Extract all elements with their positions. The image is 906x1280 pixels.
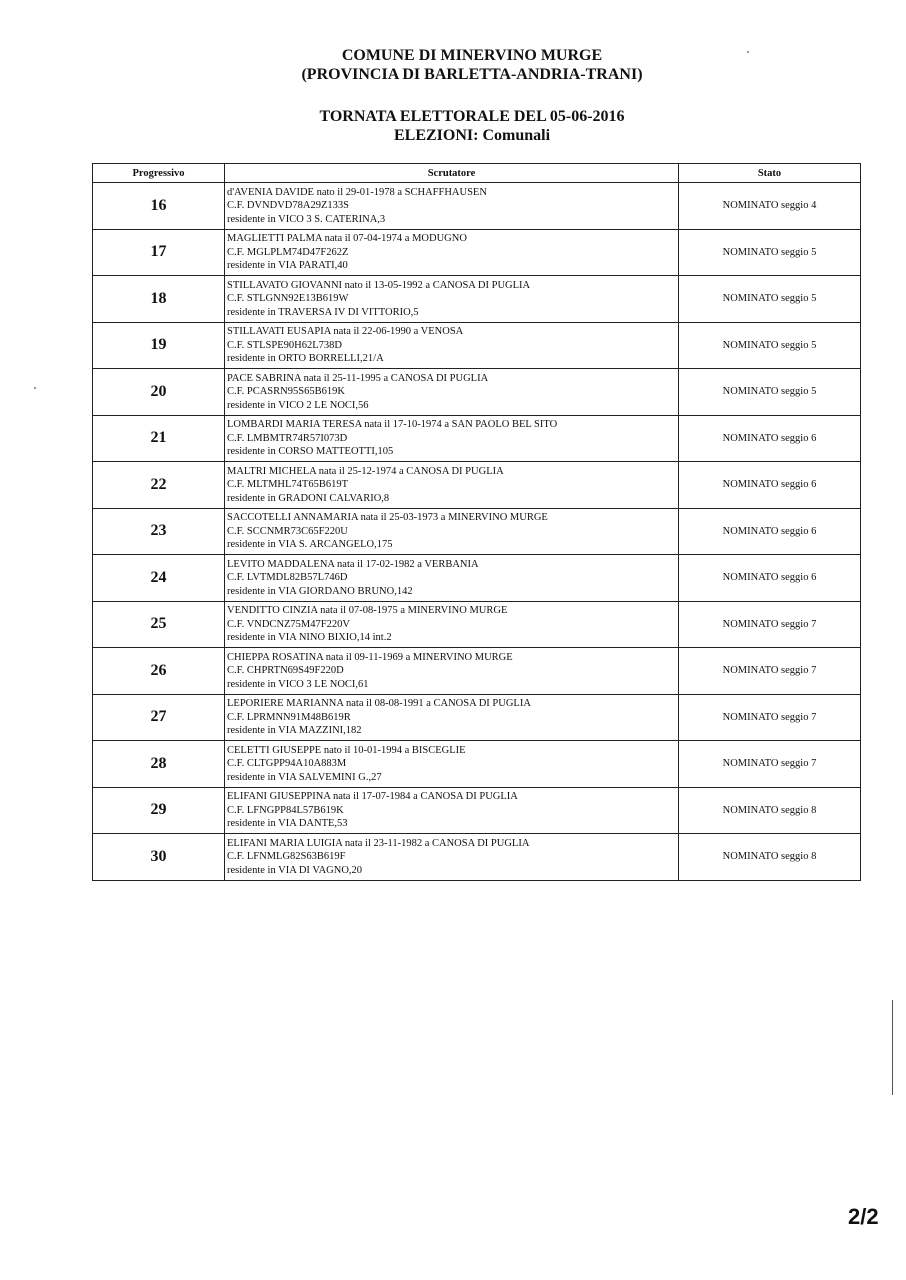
stato-cell: NOMINATO seggio 6 [679, 555, 861, 602]
stato-cell: NOMINATO seggio 7 [679, 694, 861, 741]
scrutatori-table [92, 163, 861, 881]
scrutatore-name: CHIEPPA ROSATINA nata il 09-11-1969 a MINERVINO MURGE [227, 651, 513, 663]
scrutatore-name: ELIFANI GIUSEPPINA nata il 17-07-1984 a CANOSA DI PUGLIA [227, 791, 518, 802]
stato-cell: NOMINATO seggio 6 [679, 508, 861, 555]
scrutatore-name: LEPORIERE MARIANNA nata il 08-08-1991 a CANOSA DI PUGLIA [227, 698, 531, 709]
stato-cell: NOMINATO seggio 5 [679, 229, 861, 276]
progressivo-cell: 22 [93, 462, 225, 509]
codice-fiscale: C.F. DVNDVD78A29Z133S [227, 200, 349, 211]
scrutatore-cell [225, 276, 679, 323]
residenza: residente in VICO 3 S. CATERINA,3 [227, 213, 386, 225]
scan-mark [34, 387, 36, 389]
table-row [93, 276, 861, 323]
residenza: residente in VIA DANTE,53 [227, 818, 348, 829]
residenza: residente in VIA GIORDANO BRUNO,142 [227, 585, 413, 597]
scrutatore-cell [225, 555, 679, 602]
scrutatore-cell [225, 601, 679, 648]
scrutatore-name: CELETTI GIUSEPPE nato il 10-01-1994 a BISCEGLIE [227, 744, 466, 756]
codice-fiscale: C.F. VNDCNZ75M47F220V [227, 618, 350, 630]
residenza: residente in TRAVERSA IV DI VITTORIO,5 [227, 306, 419, 318]
scrutatore-name: STILLAVATO GIOVANNI nato il 13-05-1992 a CANOSA DI PUGLIA [227, 279, 531, 291]
stato-cell: NOMINATO seggio 5 [679, 369, 861, 416]
progressivo-cell: 28 [93, 741, 225, 788]
progressivo-cell: 21 [93, 415, 225, 462]
residenza: residente in VIA S. ARCANGELO,175 [227, 539, 393, 550]
scrutatore-cell [225, 787, 679, 834]
table-row [93, 741, 861, 788]
residenza: residente in VIA PARATI,40 [227, 260, 348, 271]
scrutatore-cell [225, 508, 679, 555]
scrutatore-cell [225, 369, 679, 416]
progressivo-cell: 16 [93, 183, 225, 230]
codice-fiscale: C.F. MGLPLM74D47F262Z [227, 246, 349, 258]
progressivo-cell: 17 [93, 229, 225, 276]
scrutatore-cell [225, 462, 679, 509]
table-row [93, 369, 861, 416]
residenza: residente in CORSO MATTEOTTI,105 [227, 446, 394, 457]
stato-cell: NOMINATO seggio 6 [679, 462, 861, 509]
table-row [93, 229, 861, 276]
codice-fiscale: C.F. LFNMLG82S63B619F [227, 851, 346, 862]
codice-fiscale: C.F. PCASRN95S65B619K [227, 386, 345, 397]
progressivo-cell: 30 [93, 834, 225, 881]
comune-title: COMUNE DI MINERVINO MURGE [341, 47, 603, 64]
page-number: 2/2 [848, 1204, 879, 1229]
scrutatore-cell [225, 648, 679, 695]
column-header-scrutatore: Scrutatore [225, 164, 679, 183]
table-row [93, 648, 861, 695]
scrutatore-name: LOMBARDI MARIA TERESA nata il 17-10-1974 a SAN PAOLO BEL SITO [227, 419, 558, 430]
column-header-progressivo: Progressivo [93, 164, 225, 183]
table-row [93, 694, 861, 741]
stato-cell: NOMINATO seggio 5 [679, 322, 861, 369]
table-row [93, 834, 861, 881]
progressivo-cell: 29 [93, 787, 225, 834]
scrutatore-name: LEVITO MADDALENA nata il 17-02-1982 a VERBANIA [227, 558, 479, 570]
codice-fiscale: C.F. STLGNN92E13B619W [227, 293, 349, 304]
scrutatore-name: MAGLIETTI PALMA nata il 07-04-1974 a MODUGNO [227, 233, 467, 244]
scrutatore-cell [225, 694, 679, 741]
residenza: residente in VICO 3 LE NOCI,61 [227, 678, 369, 690]
scrutatore-name: ELIFANI MARIA LUIGIA nata il 23-11-1982 a CANOSA DI PUGLIA [227, 837, 530, 849]
tornata-title: TORNATA ELETTORALE DEL 05-06-2016 [319, 108, 625, 125]
table-row [93, 183, 861, 230]
table-row [93, 555, 861, 602]
residenza: residente in VIA SALVEMINI G.,27 [227, 771, 382, 783]
scrutatore-cell [225, 183, 679, 230]
codice-fiscale: C.F. MLTMHL74T65B619T [227, 479, 348, 490]
progressivo-cell: 23 [93, 508, 225, 555]
scrutatore-cell [225, 741, 679, 788]
codice-fiscale: C.F. LMBMTR74R57I073D [227, 432, 348, 444]
table-body [93, 183, 861, 881]
scrutatore-cell [225, 229, 679, 276]
progressivo-cell: 24 [93, 555, 225, 602]
codice-fiscale: C.F. CLTGPP94A10A883M [227, 758, 347, 769]
residenza: residente in GRADONI CALVARIO,8 [227, 492, 390, 504]
codice-fiscale: C.F. STLSPE90H62L738D [227, 339, 342, 351]
progressivo-cell: 27 [93, 694, 225, 741]
codice-fiscale: C.F. LFNGPP84L57B619K [227, 804, 344, 816]
stato-cell: NOMINATO seggio 7 [679, 601, 861, 648]
progressivo-cell: 18 [93, 276, 225, 323]
table-row [93, 508, 861, 555]
stato-cell: NOMINATO seggio 8 [679, 834, 861, 881]
codice-fiscale: C.F. LPRMNN91M48B619R [227, 711, 351, 723]
stato-cell: NOMINATO seggio 4 [679, 183, 861, 230]
residenza: residente in VIA NINO BIXIO,14 int.2 [227, 632, 392, 643]
scrutatore-name: MALTRI MICHELA nata il 25-12-1974 a CANOSA DI PUGLIA [227, 465, 504, 477]
stato-cell: NOMINATO seggio 5 [679, 276, 861, 323]
scrutatore-name: PACE SABRINA nata il 25-11-1995 a CANOSA DI PUGLIA [227, 372, 489, 384]
election-header [0, 107, 906, 145]
document-header [0, 46, 906, 84]
progressivo-cell: 20 [93, 369, 225, 416]
scan-mark [892, 1000, 893, 1095]
stato-cell: NOMINATO seggio 7 [679, 741, 861, 788]
codice-fiscale: C.F. LVTMDL82B57L746D [227, 572, 348, 583]
stato-cell: NOMINATO seggio 7 [679, 648, 861, 695]
codice-fiscale: C.F. SCCNMR73C65F220U [227, 525, 348, 537]
table-row [93, 415, 861, 462]
scan-mark [747, 51, 749, 53]
residenza: residente in ORTO BORRELLI,21/A [227, 353, 384, 364]
progressivo-cell: 26 [93, 648, 225, 695]
scrutatore-name: SACCOTELLI ANNAMARIA nata il 25-03-1973 a MINERVINO MURGE [227, 512, 548, 523]
residenza: residente in VICO 2 LE NOCI,56 [227, 399, 369, 411]
residenza: residente in VIA DI VAGNO,20 [227, 864, 363, 876]
provincia-title: (PROVINCIA DI BARLETTA-ANDRIA-TRANI) [301, 66, 643, 83]
progressivo-cell: 25 [93, 601, 225, 648]
stato-cell: NOMINATO seggio 6 [679, 415, 861, 462]
scrutatore-cell [225, 415, 679, 462]
codice-fiscale: C.F. CHPRTN69S49F220D [227, 665, 344, 676]
table-row [93, 601, 861, 648]
table-row [93, 322, 861, 369]
scrutatore-cell [225, 834, 679, 881]
stato-cell: NOMINATO seggio 8 [679, 787, 861, 834]
table-header-row [93, 164, 861, 183]
scrutatore-name: d'AVENIA DAVIDE nato il 29-01-1978 a SCHAFFHAUSEN [227, 186, 487, 198]
table-row [93, 787, 861, 834]
table-row [93, 462, 861, 509]
elezioni-title: ELEZIONI: Comunali [393, 127, 551, 144]
progressivo-cell: 19 [93, 322, 225, 369]
column-header-stato: Stato [679, 164, 861, 183]
residenza: residente in VIA MAZZINI,182 [227, 725, 362, 736]
scrutatore-name: VENDITTO CINZIA nata il 07-08-1975 a MINERVINO MURGE [227, 605, 508, 616]
scrutatore-cell [225, 322, 679, 369]
scrutatore-name: STILLAVATI EUSAPIA nata il 22-06-1990 a VENOSA [227, 326, 464, 337]
